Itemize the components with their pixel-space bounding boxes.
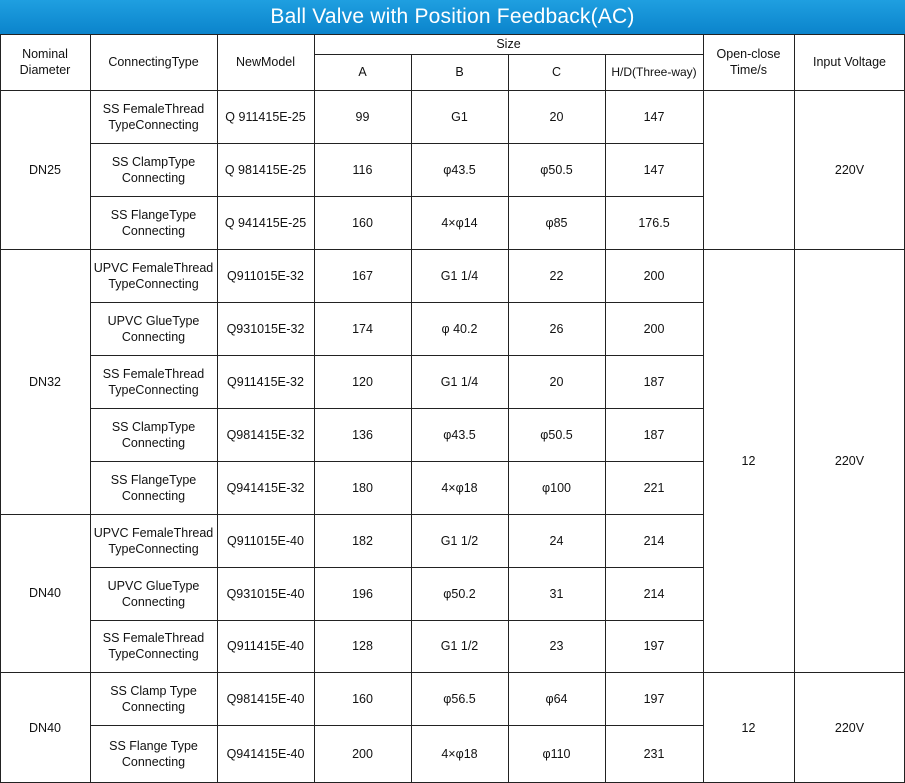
row-7-type: SS ClampType Connecting bbox=[111, 419, 196, 450]
grid-line bbox=[90, 355, 704, 356]
group-dn40b: DN40 bbox=[29, 720, 61, 735]
row-8-type: SS FlangeType Connecting bbox=[110, 472, 197, 503]
row-8-hd: 221 bbox=[643, 480, 665, 495]
grid-line bbox=[90, 514, 704, 515]
row-4-a: 167 bbox=[352, 268, 373, 283]
row-11-model: Q911415E-40 bbox=[227, 639, 304, 653]
header-a: A bbox=[358, 65, 367, 79]
row-4-hd: 200 bbox=[643, 268, 665, 283]
grid-line bbox=[90, 461, 704, 462]
grid-line bbox=[90, 196, 704, 197]
row-2-type: SS ClampType Connecting bbox=[111, 154, 196, 185]
grid-line bbox=[90, 34, 91, 783]
row-12-type: SS Clamp Type Connecting bbox=[110, 683, 197, 714]
group-dn25-voltage: 220V bbox=[834, 162, 865, 177]
row-4-c: 22 bbox=[549, 268, 564, 283]
row-10-type: UPVC GlueType Connecting bbox=[107, 578, 200, 609]
row-8-b: 4×φ18 bbox=[441, 480, 478, 495]
row-7-b: φ43.5 bbox=[443, 427, 476, 442]
row-12-c: φ64 bbox=[545, 691, 568, 706]
row-1-type: SS FemaleThread TypeConnecting bbox=[102, 101, 205, 132]
row-2-b: φ43.5 bbox=[443, 162, 476, 177]
row-3-a: 160 bbox=[352, 215, 373, 230]
header-input-voltage: Input Voltage bbox=[813, 55, 886, 69]
row-11-c: 23 bbox=[549, 639, 564, 653]
row-3-hd: 176.5 bbox=[638, 215, 670, 230]
row-5-model: Q931015E-32 bbox=[226, 321, 305, 336]
row-8-a: 180 bbox=[352, 480, 373, 495]
row-10-model: Q931015E-40 bbox=[226, 586, 305, 601]
group-dn32: DN32 bbox=[29, 374, 61, 389]
row-11-a: 128 bbox=[352, 639, 373, 653]
row-9-model: Q911015E-40 bbox=[227, 533, 304, 548]
grid-line bbox=[0, 34, 1, 783]
grid-line bbox=[314, 34, 315, 783]
row-9-type: UPVC FemaleThread TypeConnecting bbox=[93, 525, 214, 556]
grid-line bbox=[703, 249, 905, 250]
row-3-b: 4×φ14 bbox=[441, 215, 478, 230]
row-13-a: 200 bbox=[352, 747, 373, 761]
row-6-c: 20 bbox=[549, 374, 564, 389]
row-11-b: G1 1/2 bbox=[440, 639, 479, 653]
grid-line bbox=[217, 34, 218, 783]
row-3-type: SS FlangeType Connecting bbox=[110, 207, 197, 238]
grid-line bbox=[508, 54, 509, 783]
row-3-c: φ85 bbox=[545, 215, 568, 230]
grid-line bbox=[90, 567, 704, 568]
row-13-c: φ110 bbox=[542, 747, 571, 761]
row-10-a: 196 bbox=[352, 586, 373, 601]
row-1-model: Q 911415E-25 bbox=[225, 109, 306, 124]
row-6-type: SS FemaleThread TypeConnecting bbox=[102, 366, 205, 397]
row-5-a: 174 bbox=[352, 321, 373, 336]
row-13-b: 4×φ18 bbox=[441, 747, 478, 761]
row-4-model: Q911015E-32 bbox=[227, 268, 304, 283]
grid-line bbox=[0, 90, 905, 91]
grid-line bbox=[90, 725, 704, 726]
grid-line bbox=[90, 143, 704, 144]
grid-line bbox=[0, 514, 91, 515]
row-2-c: φ50.5 bbox=[540, 162, 573, 177]
row-4-type: UPVC FemaleThread TypeConnecting bbox=[93, 260, 214, 291]
grid-line bbox=[90, 249, 704, 250]
row-1-hd: 147 bbox=[643, 109, 665, 124]
row-11-type: SS FemaleThread TypeConnecting bbox=[102, 631, 205, 661]
row-12-hd: 197 bbox=[643, 691, 665, 706]
grid-line bbox=[0, 34, 905, 35]
row-8-model: Q941415E-32 bbox=[226, 480, 305, 495]
row-1-a: 99 bbox=[355, 109, 370, 124]
row-7-model: Q981415E-32 bbox=[226, 427, 305, 442]
spec-table bbox=[0, 34, 905, 783]
group-dn40b-voltage: 220V bbox=[834, 720, 865, 735]
row-13-model: Q941415E-40 bbox=[226, 747, 305, 761]
row-9-c: 24 bbox=[549, 533, 564, 548]
header-hd: H/D(Three-way) bbox=[611, 65, 697, 79]
row-7-c: φ50.5 bbox=[540, 427, 573, 442]
grid-line bbox=[703, 34, 704, 783]
header-new-model: NewModel bbox=[235, 55, 296, 69]
header-open-close-time: Open-close Time/s bbox=[716, 47, 781, 77]
row-7-a: 136 bbox=[352, 427, 373, 442]
row-4-b: G1 1/4 bbox=[440, 268, 479, 283]
row-1-b: G1 bbox=[451, 109, 468, 124]
grid-line bbox=[0, 672, 905, 673]
header-nominal-diameter: Nominal Diameter bbox=[19, 47, 71, 77]
header-connecting-type: ConnectingType bbox=[108, 55, 199, 69]
row-10-b: φ50.2 bbox=[443, 586, 476, 601]
row-9-hd: 214 bbox=[643, 533, 665, 548]
row-2-hd: 147 bbox=[643, 162, 665, 177]
grid-line bbox=[605, 54, 606, 783]
grid-line bbox=[411, 54, 412, 783]
row-6-model: Q911415E-32 bbox=[227, 374, 304, 389]
row-3-model: Q 941415E-25 bbox=[224, 215, 307, 230]
row-5-type: UPVC GlueType Connecting bbox=[107, 313, 200, 344]
row-6-b: G1 1/4 bbox=[440, 374, 479, 389]
row-2-model: Q 981415E-25 bbox=[224, 162, 307, 177]
row-5-c: 26 bbox=[549, 321, 564, 336]
group-dn40: DN40 bbox=[29, 586, 61, 600]
row-8-c: φ100 bbox=[542, 480, 571, 495]
row-1-c: 20 bbox=[549, 109, 564, 124]
grid-line bbox=[314, 54, 704, 55]
page-title: Ball Valve with Position Feedback(AC) bbox=[0, 0, 905, 34]
row-13-hd: 231 bbox=[643, 747, 665, 761]
merged-open-close-time: 12 bbox=[741, 453, 756, 468]
grid-line bbox=[90, 620, 704, 621]
row-7-hd: 187 bbox=[643, 427, 665, 442]
row-10-c: 31 bbox=[549, 586, 564, 601]
row-5-hd: 200 bbox=[643, 321, 665, 336]
grid-line bbox=[0, 249, 91, 250]
row-13-type: SS Flange Type Connecting bbox=[109, 739, 198, 769]
grid-line bbox=[90, 408, 704, 409]
grid-line bbox=[794, 34, 795, 783]
header-c: C bbox=[551, 65, 562, 79]
row-9-a: 182 bbox=[352, 533, 373, 548]
grid-line bbox=[90, 302, 704, 303]
row-5-b: φ 40.2 bbox=[441, 321, 478, 336]
header-size: Size bbox=[496, 37, 521, 51]
row-9-b: G1 1/2 bbox=[440, 533, 479, 548]
row-12-b: φ56.5 bbox=[443, 691, 476, 706]
row-2-a: 116 bbox=[352, 162, 373, 177]
row-10-hd: 214 bbox=[643, 586, 665, 601]
row-6-hd: 187 bbox=[643, 374, 665, 389]
group-dn40b-time: 12 bbox=[741, 720, 756, 735]
row-6-a: 120 bbox=[352, 374, 373, 389]
header-b: B bbox=[455, 65, 464, 79]
row-11-hd: 197 bbox=[643, 639, 665, 653]
merged-input-voltage: 220V bbox=[834, 453, 865, 468]
row-12-model: Q981415E-40 bbox=[226, 691, 305, 706]
row-12-a: 160 bbox=[352, 691, 373, 706]
group-dn25: DN25 bbox=[29, 162, 61, 177]
